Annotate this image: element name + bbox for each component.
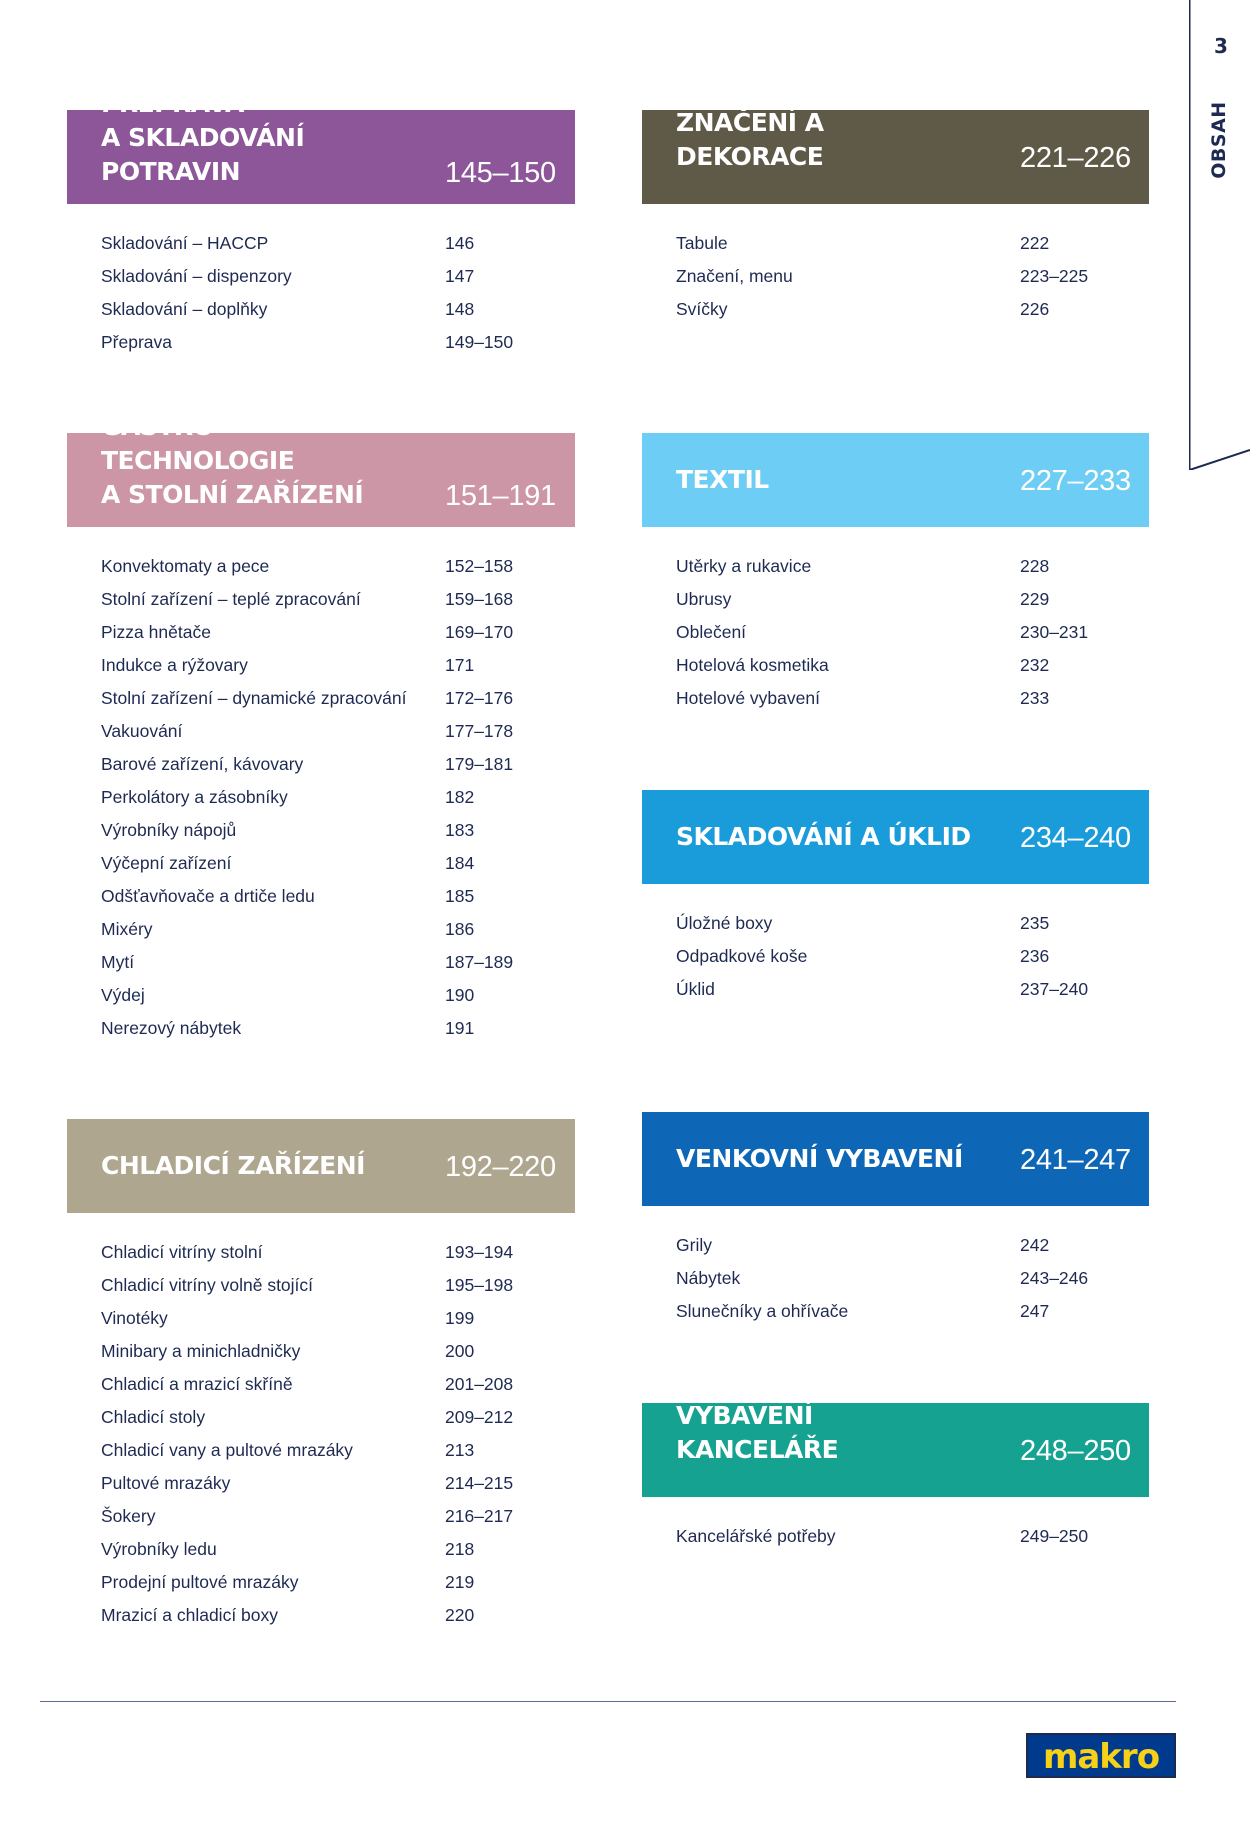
toc-entry-name: Hotelová kosmetika [676, 655, 829, 675]
section-title: PŘEPRAVA A SKLADOVÁNÍ POTRAVIN [101, 89, 305, 186]
toc-entry-page: 222 [1020, 233, 1050, 253]
toc-entry-name: Značení, menu [676, 266, 793, 286]
toc-entry[interactable] [67, 687, 575, 720]
toc-entry-page: 218 [445, 1539, 475, 1559]
section-venkovni [642, 1112, 1149, 1333]
item-list [67, 1241, 575, 1637]
toc-entry-page: 169–170 [445, 622, 514, 642]
toc-entry-page: 213 [445, 1440, 475, 1460]
section-range: 241–247 [1020, 1144, 1131, 1176]
toc-entry-name: Grily [676, 1235, 712, 1255]
toc-entry-page: 179–181 [445, 754, 514, 774]
section-header[interactable] [642, 1112, 1149, 1206]
toc-entry-page: 195–198 [445, 1275, 514, 1295]
toc-entry[interactable] [67, 1505, 575, 1538]
toc-entry-page: 171 [445, 655, 475, 675]
section-gastro [67, 412, 575, 1050]
toc-entry-name: Výrobníky nápojů [101, 820, 237, 840]
toc-entry[interactable] [67, 1439, 575, 1472]
section-znaceni [642, 110, 1149, 331]
toc-entry[interactable] [67, 1406, 575, 1439]
toc-entry[interactable] [67, 1340, 575, 1373]
toc-entry-page: 186 [445, 919, 475, 939]
toc-entry-name: Chladicí a mrazicí skříně [101, 1374, 293, 1394]
toc-entry-name: Výrobníky ledu [101, 1539, 217, 1559]
section-title: GASTRO TECHNOLOGIE A STOLNÍ ZAŘÍZENÍ [101, 412, 364, 509]
toc-entry-name: Hotelové vybavení [676, 688, 820, 708]
section-chladici [67, 1119, 575, 1637]
toc-entry-name: Prodejní pultové mrazáky [101, 1572, 299, 1592]
section-skladovani [642, 790, 1149, 1011]
toc-entry-page: 177–178 [445, 721, 514, 741]
toc-entry-name: Skladování – HACCP [101, 233, 269, 253]
toc-entry-name: Pizza hnětače [101, 622, 211, 642]
section-header[interactable] [67, 412, 575, 527]
item-list [642, 1234, 1149, 1333]
toc-entry[interactable] [67, 951, 575, 984]
toc-entry-page: 229 [1020, 589, 1050, 609]
toc-entry-page: 214–215 [445, 1473, 514, 1493]
toc-entry-name: Odpadkové koše [676, 946, 808, 966]
section-header[interactable] [67, 89, 575, 204]
toc-entry-page: 219 [445, 1572, 475, 1592]
item-list [642, 1525, 1149, 1558]
toc-entry-page: 232 [1020, 655, 1050, 675]
toc-entry[interactable] [642, 978, 1149, 1011]
toc-entry-page: 223–225 [1020, 266, 1089, 286]
toc-entry[interactable] [67, 298, 575, 331]
toc-entry[interactable] [67, 1538, 575, 1571]
toc-entry-name: Stolní zařízení – teplé zpracování [101, 589, 361, 609]
toc-entry-name: Šokery [101, 1506, 156, 1526]
section-range: 192–220 [445, 1151, 556, 1183]
toc-entry[interactable] [67, 1472, 575, 1505]
toc-entry[interactable] [67, 852, 575, 885]
toc-entry[interactable] [642, 265, 1149, 298]
section-range: 248–250 [1020, 1435, 1131, 1467]
toc-entry-name: Ubrusy [676, 589, 732, 609]
toc-entry-name: Chladicí vitríny volně stojící [101, 1275, 314, 1295]
toc-entry-page: 235 [1020, 913, 1050, 933]
toc-entry[interactable] [67, 753, 575, 786]
section-title: CHLADICÍ ZAŘÍZENÍ [101, 1151, 365, 1180]
toc-entry-name: Perkolátory a zásobníky [101, 787, 288, 807]
toc-entry[interactable] [67, 1571, 575, 1604]
footer-divider [40, 1701, 1176, 1702]
toc-entry-page: 243–246 [1020, 1268, 1089, 1288]
toc-entry-name: Slunečníky a ohřívače [676, 1301, 849, 1321]
toc-entry-page: 184 [445, 853, 475, 873]
toc-entry-page: 187–189 [445, 952, 514, 972]
toc-entry-name: Chladicí stoly [101, 1407, 206, 1427]
section-range: 227–233 [1020, 465, 1131, 497]
toc-entry-name: Nerezový nábytek [101, 1018, 242, 1038]
makro-logo [1026, 1733, 1176, 1778]
toc-entry-page: 149–150 [445, 332, 514, 352]
toc-entry-name: Úložné boxy [676, 913, 773, 933]
toc-entry[interactable] [67, 984, 575, 1017]
toc-entry-page: 200 [445, 1341, 475, 1361]
toc-entry-name: Indukce a rýžovary [101, 655, 248, 675]
toc-entry[interactable] [67, 720, 575, 753]
section-title: SKLADOVÁNÍ A ÚKLID [676, 822, 971, 851]
toc-entry-name: Svíčky [676, 299, 728, 319]
toc-entry[interactable] [642, 588, 1149, 621]
toc-entry-page: 220 [445, 1605, 475, 1625]
toc-entry[interactable] [67, 1241, 575, 1274]
toc-entry-name: Výdej [101, 985, 145, 1005]
toc-entry-page: 233 [1020, 688, 1050, 708]
section-title: VYBAVENÍ KANCELÁŘE [676, 1401, 839, 1464]
toc-entry-page: 226 [1020, 299, 1050, 319]
toc-entry-name: Výčepní zařízení [101, 853, 232, 873]
page-number: 3 [1214, 34, 1228, 58]
toc-entry-name: Vinotéky [101, 1308, 168, 1328]
section-preprava [67, 89, 575, 364]
toc-entry-name: Skladování – doplňky [101, 299, 268, 319]
item-list [67, 555, 575, 1050]
toc-entry[interactable] [67, 1017, 575, 1050]
toc-entry-name: Chladicí vitríny stolní [101, 1242, 263, 1262]
toc-entry-page: 247 [1020, 1301, 1050, 1321]
section-header[interactable] [642, 790, 1149, 884]
toc-entry[interactable] [642, 912, 1149, 945]
toc-entry[interactable] [67, 232, 575, 265]
item-list [642, 912, 1149, 1011]
side-label: OBSAH [1208, 101, 1230, 179]
toc-entry-name: Stolní zařízení – dynamické zpracování [101, 688, 407, 708]
toc-entry[interactable] [67, 1274, 575, 1307]
toc-entry[interactable] [642, 298, 1149, 331]
toc-entry-page: 236 [1020, 946, 1050, 966]
toc-entry[interactable] [67, 918, 575, 951]
toc-entry[interactable] [642, 1267, 1149, 1300]
toc-entry[interactable] [642, 621, 1149, 654]
toc-entry[interactable] [642, 232, 1149, 265]
toc-entry-name: Utěrky a rukavice [676, 556, 812, 576]
section-kancelare [642, 1403, 1149, 1558]
toc-entry-name: Mixéry [101, 919, 153, 939]
toc-entry-page: 199 [445, 1308, 475, 1328]
toc-entry[interactable] [642, 1525, 1149, 1558]
toc-entry-name: Přeprava [101, 332, 173, 352]
toc-entry[interactable] [67, 1307, 575, 1340]
toc-entry[interactable] [67, 654, 575, 687]
toc-entry-name: Minibary a minichladničky [101, 1341, 301, 1361]
toc-entry-page: 228 [1020, 556, 1050, 576]
section-header[interactable] [67, 1119, 575, 1213]
toc-entry-name: Barové zařízení, kávovary [101, 754, 304, 774]
toc-entry-name: Skladování – dispenzory [101, 266, 292, 286]
toc-entry-name: Tabule [676, 233, 728, 253]
toc-entry[interactable] [67, 1373, 575, 1406]
toc-entry-name: Kancelářské potřeby [676, 1526, 836, 1546]
toc-entry[interactable] [67, 331, 575, 364]
toc-entry-page: 193–194 [445, 1242, 514, 1262]
toc-entry[interactable] [67, 621, 575, 654]
toc-entry-name: Pultové mrazáky [101, 1473, 231, 1493]
toc-entry-page: 242 [1020, 1235, 1050, 1255]
toc-entry-page: 146 [445, 233, 475, 253]
toc-entry[interactable] [642, 654, 1149, 687]
toc-entry-name: Odšťavňovače a drtiče ledu [101, 886, 315, 906]
toc-entry-page: 185 [445, 886, 475, 906]
toc-entry-page: 230–231 [1020, 622, 1089, 642]
section-range: 145–150 [445, 157, 556, 189]
toc-entry-name: Vakuování [101, 721, 183, 741]
toc-entry-page: 216–217 [445, 1506, 514, 1526]
section-range: 234–240 [1020, 822, 1131, 854]
toc-entry[interactable] [67, 786, 575, 819]
section-textil [642, 433, 1149, 720]
toc-entry[interactable] [67, 588, 575, 621]
toc-entry-page: 209–212 [445, 1407, 514, 1427]
toc-entry-page: 152–158 [445, 556, 514, 576]
toc-entry[interactable] [67, 555, 575, 588]
toc-entry-name: Oblečení [676, 622, 747, 642]
toc-entry[interactable] [642, 1234, 1149, 1267]
toc-entry-page: 182 [445, 787, 475, 807]
toc-entry[interactable] [642, 945, 1149, 978]
toc-entry[interactable] [642, 555, 1149, 588]
toc-entry-page: 190 [445, 985, 475, 1005]
toc-entry-name: Mytí [101, 952, 135, 972]
toc-entry-page: 147 [445, 266, 475, 286]
item-list [67, 232, 575, 364]
toc-entry-name: Nábytek [676, 1268, 741, 1288]
item-list [642, 555, 1149, 720]
logo-text: makro [1042, 1737, 1160, 1777]
toc-entry[interactable] [67, 265, 575, 298]
section-title: VENKOVNÍ VYBAVENÍ [676, 1144, 963, 1173]
toc-entry-page: 191 [445, 1018, 475, 1038]
toc-entry-page: 201–208 [445, 1374, 514, 1394]
toc-entry-name: Mrazicí a chladicí boxy [101, 1605, 279, 1625]
toc-entry[interactable] [67, 885, 575, 918]
toc-entry[interactable] [67, 819, 575, 852]
toc-entry[interactable] [642, 1300, 1149, 1333]
toc-entry-page: 249–250 [1020, 1526, 1089, 1546]
toc-entry-name: Konvektomaty a pece [101, 556, 270, 576]
toc-entry-page: 237–240 [1020, 979, 1089, 999]
toc-entry-page: 183 [445, 820, 475, 840]
section-range: 221–226 [1020, 142, 1131, 174]
toc-entry-page: 172–176 [445, 688, 514, 708]
toc-entry-name: Chladicí vany a pultové mrazáky [101, 1440, 353, 1460]
section-range: 151–191 [445, 480, 556, 512]
section-header[interactable] [642, 1403, 1149, 1497]
section-title: TEXTIL [676, 465, 769, 494]
section-title: ZNAČENÍ A DEKORACE [676, 108, 824, 171]
side-tab [1189, 0, 1250, 470]
item-list [642, 232, 1149, 331]
toc-entry-name: Úklid [676, 979, 715, 999]
section-header[interactable] [642, 110, 1149, 204]
toc-entry[interactable] [67, 1604, 575, 1637]
toc-entry-page: 148 [445, 299, 475, 319]
toc-entry-page: 159–168 [445, 589, 514, 609]
section-header[interactable] [642, 433, 1149, 527]
toc-entry[interactable] [642, 687, 1149, 720]
